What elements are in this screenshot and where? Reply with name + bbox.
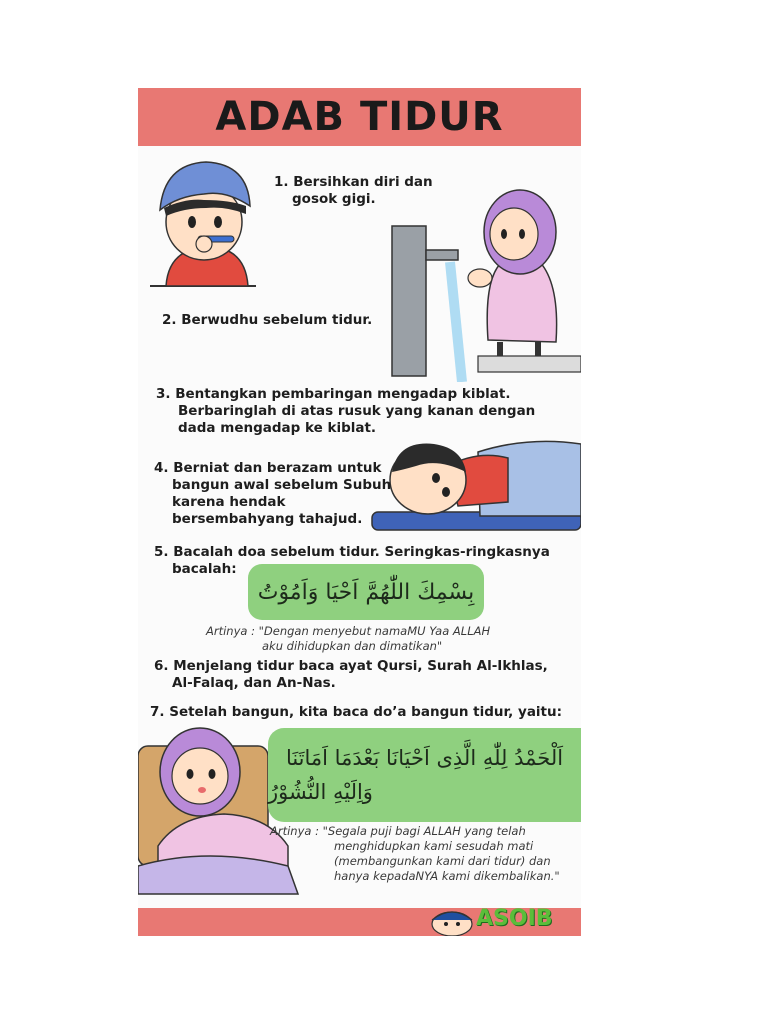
doa-bangun-meaning-line-3: (membangunkan kami dari tidur) dan xyxy=(334,854,551,868)
step-2-text xyxy=(162,312,372,329)
doa-tidur-meaning-line-2: aku dihidupkan dan dimatikan" xyxy=(262,639,443,653)
step-6-line-1: 6. Menjelang tidur baca ayat Qursi, Surah Al-Ikhlas, xyxy=(154,658,548,674)
doa-bangun-meaning-line-2: menghidupkan kami sesudah mati xyxy=(334,839,534,853)
boy-brushing-teeth-illustration xyxy=(146,150,258,290)
step-4-line-2: bangun awal sebelum Subuh xyxy=(172,477,392,493)
step-3-line-1: 3. Bentangkan pembaringan mengadap kiblat. xyxy=(156,386,511,402)
page-title: ADAB TIDUR xyxy=(215,94,504,140)
poster xyxy=(138,88,581,936)
step-1-line-2: gosok gigi. xyxy=(292,191,376,207)
step-5-line-1: 5. Bacalah doa sebelum tidur. Seringkas-ringkasnya xyxy=(154,544,550,560)
doa-bangun-meaning-line-4: hanya kepadaNYA kami dikembalikan." xyxy=(334,869,560,883)
step-2-line-1: 2. Berwudhu sebelum tidur. xyxy=(162,312,373,328)
step-6-text xyxy=(154,658,548,692)
logo-mascot-icon xyxy=(428,906,476,936)
step-5-line-2: bacalah: xyxy=(172,561,237,577)
doa-bangun-arabic-line-2: وَاِلَيْهِ النُّشُوْرُ xyxy=(268,780,373,804)
girl-wudhu-illustration xyxy=(388,172,581,382)
doa-tidur-meaning xyxy=(206,624,490,654)
title-banner xyxy=(138,88,581,146)
step-3-line-3: dada mengadap ke kiblat. xyxy=(178,420,377,436)
doa-tidur-box xyxy=(248,564,484,620)
step-4-text xyxy=(154,460,391,528)
boy-sleeping-illustration xyxy=(368,432,581,534)
logo: ASOIB xyxy=(476,906,553,931)
doa-bangun-box xyxy=(268,728,581,822)
step-4-line-1: 4. Berniat dan berazam untuk xyxy=(154,460,382,476)
doa-tidur-arabic: بِسْمِكَ اللّٰهُمَّ اَحْيَا وَاَمُوْتُ xyxy=(257,579,475,605)
doa-tidur-meaning-line-1: Artinya : "Dengan menyebut namaMU Yaa ALLAH xyxy=(206,624,491,638)
step-3-text xyxy=(156,386,535,437)
step-4-line-4: bersembahyang tahajud. xyxy=(172,511,363,527)
step-1-line-1: 1. Bersihkan diri dan xyxy=(274,174,433,190)
step-3-line-2: Berbaringlah di atas rusuk yang kanan dengan xyxy=(178,403,536,419)
doa-bangun-meaning xyxy=(270,824,560,884)
step-7-line-1: 7. Setelah bangun, kita baca do’a bangun tidur, yaitu: xyxy=(150,704,563,720)
step-4-line-3: karena hendak xyxy=(172,494,286,510)
doa-bangun-meaning-line-1: Artinya : "Segala puji bagi ALLAH yang telah xyxy=(270,824,526,838)
step-6-line-2: Al-Falaq, dan An-Nas. xyxy=(172,675,336,691)
doa-bangun-arabic-line-1: اَلْحَمْدُ لِلّٰهِ الَّذِى اَحْيَانَا بَعْدَمَا اَمَاتَنَا xyxy=(285,746,564,770)
